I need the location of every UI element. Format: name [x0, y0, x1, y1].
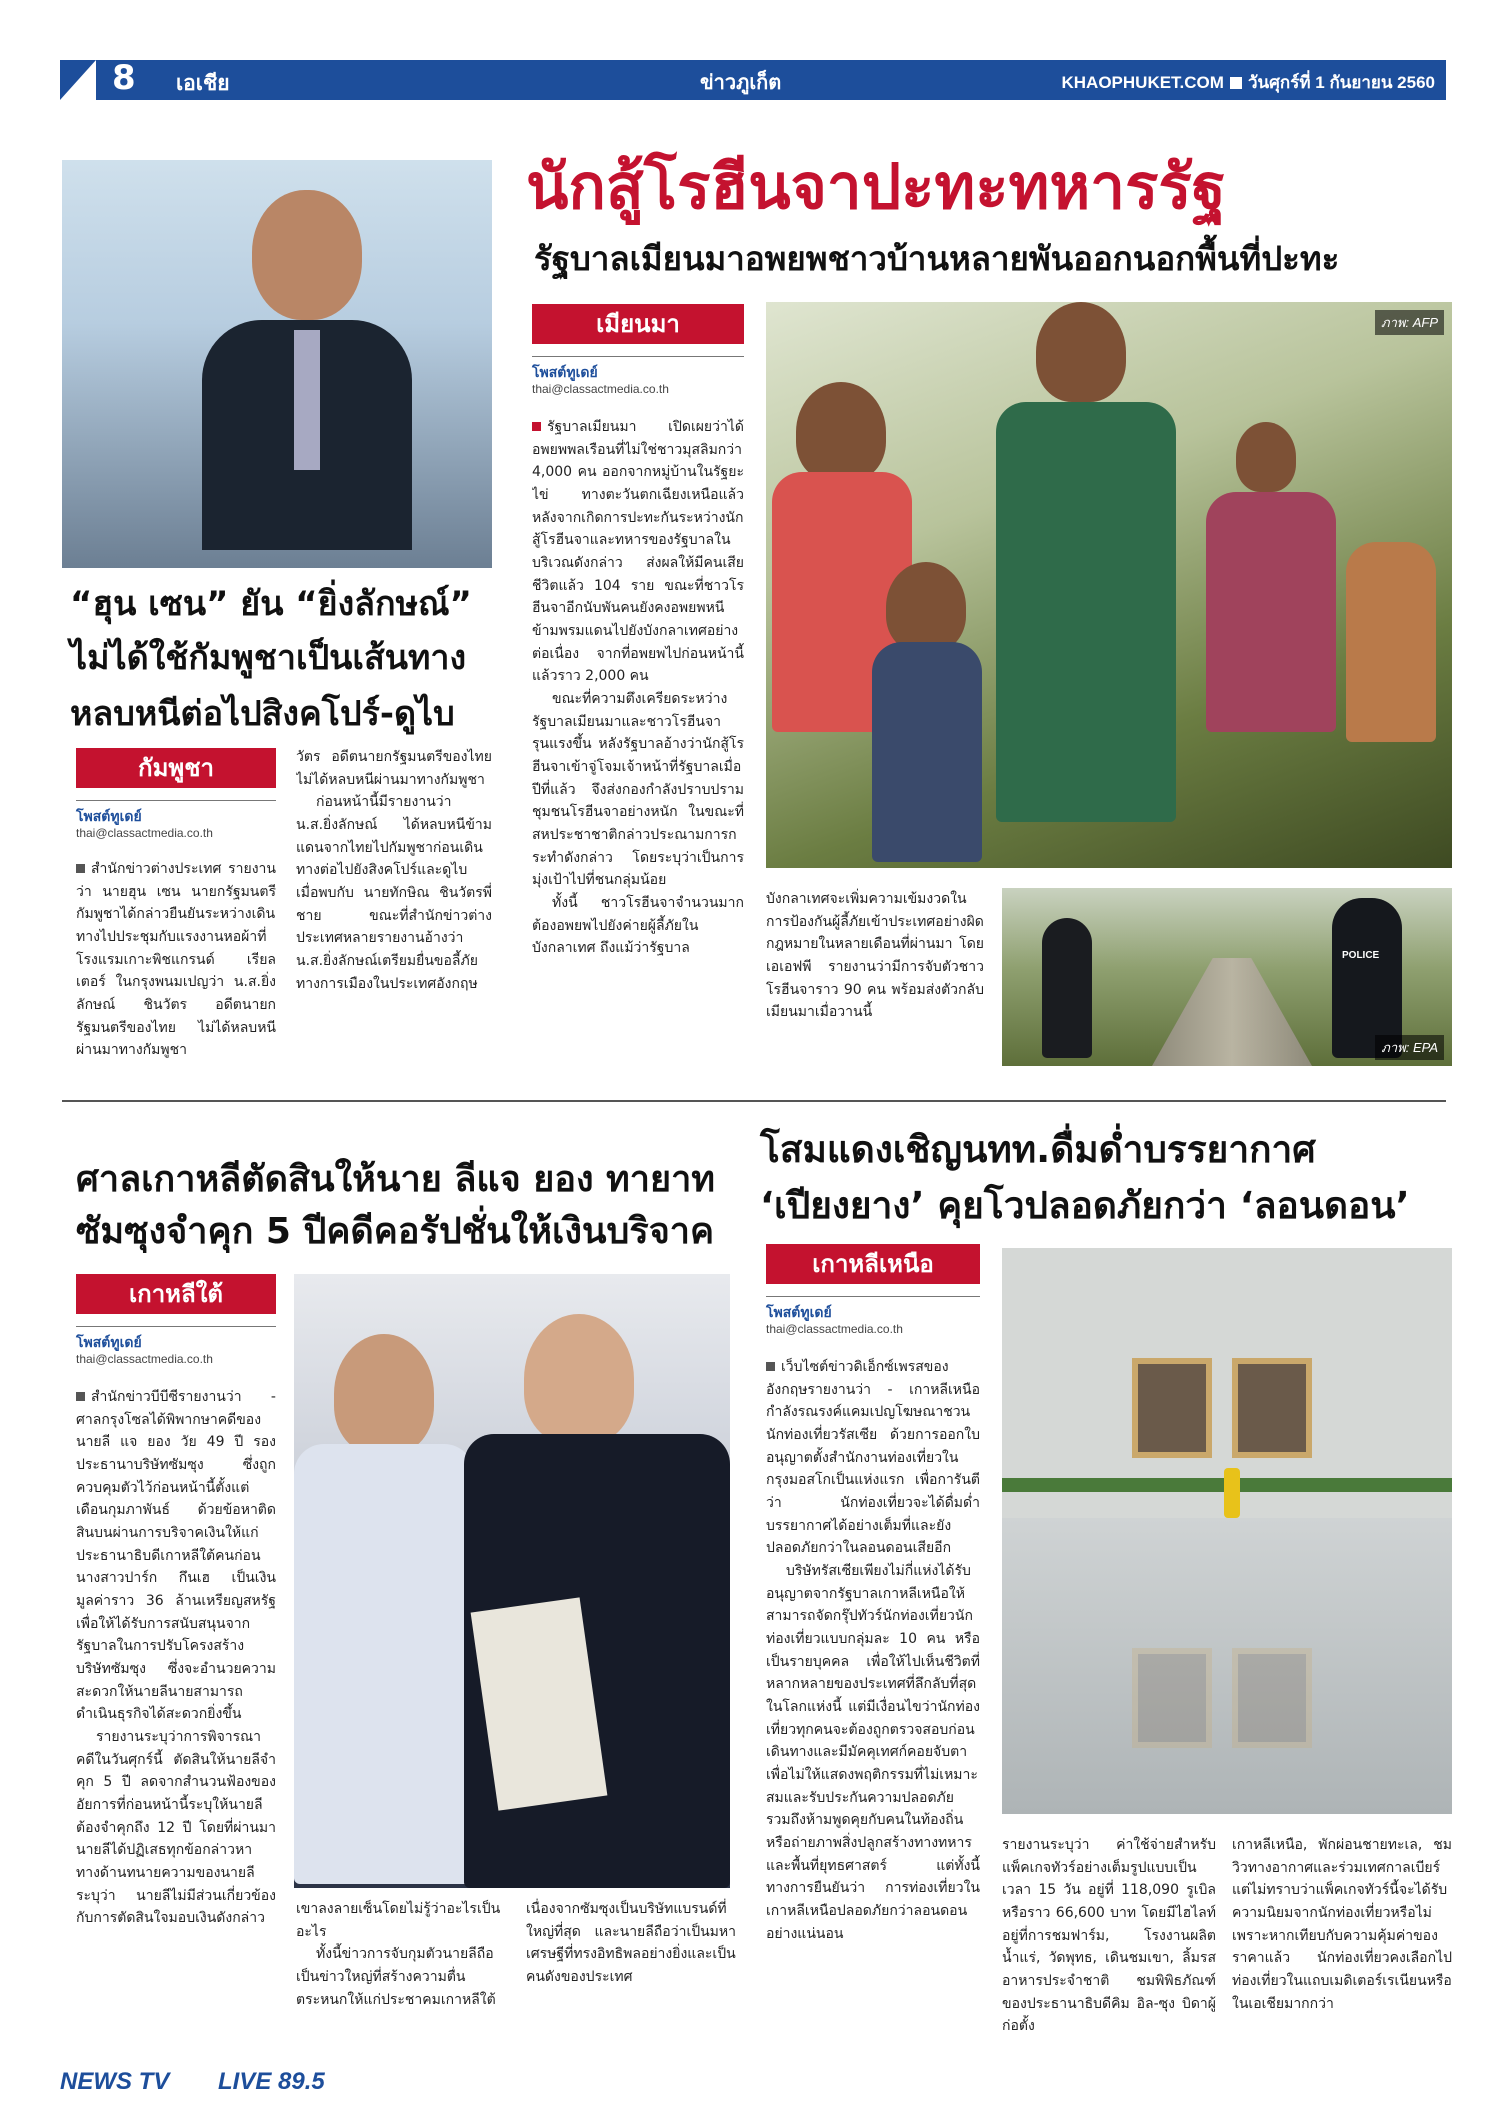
- section-label-south-korea: เกาหลีใต้: [76, 1274, 276, 1314]
- square-icon: [1230, 77, 1242, 89]
- site-link[interactable]: KHAOPHUKET.COM: [1061, 73, 1224, 92]
- rohingya-byline: โพสต์ทูเดย์: [532, 365, 598, 381]
- rohingya-refugees-photo: [766, 302, 1452, 868]
- photo-credit-afp: ภาพ: AFP: [1375, 310, 1444, 335]
- hun-sen-photo: [62, 160, 492, 568]
- hun-sen-headline-3: หลบหนีต่อไปสิงคโปร์-ดูไบ: [70, 694, 455, 734]
- section-name: เอเชีย: [176, 71, 230, 95]
- bullet-icon: [76, 864, 85, 873]
- section-divider: [62, 1100, 1446, 1102]
- bullet-icon: [532, 422, 541, 431]
- police-vest-text: POLICE: [1342, 950, 1380, 961]
- samsung-email[interactable]: thai@classactmedia.co.th: [76, 1352, 213, 1366]
- news-tv-logo: NEWS TV: [60, 2068, 170, 2095]
- samsung-byline: โพสต์ทูเดย์: [76, 1335, 142, 1351]
- newspaper-logo: ข่าวภูเก็ต: [700, 70, 782, 94]
- bullet-icon: [766, 1362, 775, 1371]
- samsung-headline-1: ศาลเกาหลีตัดสินให้นาย ลีแจ ยอง ทายาท: [76, 1159, 716, 1200]
- police-patrol-photo: [1002, 888, 1452, 1066]
- hun-sen-body-col2: วัตร อดีตนายกรัฐมนตรีของไทย ไม่ได้หลบหนีผ่านมาทางกัมพูชา ก่อนหน้านี้มีรายงานว่า น.ส.ยิ่งลักษณ์ ได้หลบหนีข้ามแดนจากไทยไปกัมพูชาก่อนเดินทางต่อไปยังสิงคโปร์และดูไบ เมื่อพบกับ นายทักษิณ ชินวัตรพี่ชาย ขณะที่สำนักข่าวต่างประเทศหลายรายงานอ้างว่า น.ส.ยิ่งลักษณ์เตรียมยื่นขอลี้ภัยทางการเมืองในประเทศอังกฤษ: [296, 749, 492, 992]
- samsung-body-col3: เนื่องจากซัมซุงเป็นบริษัทแบรนด์ที่ใหญ่ที่สุด และนายลีถือว่าเป็นมหาเศรษฐีที่ทรงอิทธิพลอย่างยิ่งและเป็นคนดังของประเทศ: [526, 1901, 736, 1986]
- samsung-body-col2: เขาลงลายเซ็นโดยไม่รู้ว่าอะไรเป็นอะไร ทั้งนี้ข่าวการจับกุมตัวนายลีถือเป็นข่าวใหญ่ที่สร้างความตื่นตระหนกให้แก่ประชาคมเกาหลีใต้: [296, 1901, 501, 2008]
- hun-sen-email[interactable]: thai@classactmedia.co.th: [76, 826, 213, 840]
- byline-rule: [766, 1296, 980, 1297]
- north-korea-body-col1: เว็บไซต์ข่าวดิเอ็กซ์เพรสของอังกฤษรายงานว่า - เกาหลีเหนือกำลังรณรงค์แคมเปญโฆษณาชวนนักท่องเที่ยวรัสเซีย ด้วยการออกใบอนุญาตตั้งสำนักงานท่องเที่ยวในกรุงมอสโกเป็นแห่งแรก เพื่อการันตีว่า นักท่องเที่ยวจะได้ดื่มด่ำบรรยากาศได้อย่างเต็มที่และยังปลอดภัยกว่าในลอนดอนเสียอีก บริษัทรัสเซียเพียงไม่กี่แห่งได้รับอนุญาตจากรัฐบาลเกาหลีเหนือให้สามารถจัดกรุ๊ปทัวร์นักท่องเที่ยวนักท่องเที่ยวแบบกลุ่มละ 10 คน หรือเป็นรายบุคคล เพื่อให้ไปเห็นชีวิตที่หลากหลายของประเทศที่ลึกลับที่สุดในโลกแห่งนี้ แต่มีเงื่อนไขว่านักท่องเที่ยวทุกคนจะต้องถูกตรวจสอบก่อนเดินทางและมีมัคคุเทศก์คอยจับตาเพื่อไม่ให้แสดงพฤติกรรมที่ไม่เหมาะสมและรับประกันความปลอดภัย รวมถึงห้ามพูดคุยกับคนในท้องถิ่น หรือถ่ายภาพสิ่งปลูกสร้างทางทหารและพื้นที่ยุทธศาสตร์ แต่ทั้งนี้ทางการยืนยันว่า การท่องเที่ยวในเกาหลีเหนือปลอดภัยกว่าลอนดอนอย่างแน่นอน: [766, 1359, 980, 1942]
- rohingya-email[interactable]: thai@classactmedia.co.th: [532, 382, 669, 396]
- hun-sen-headline-1: “ฮุน เซน” ยัน “ยิ่งลักษณ์”: [70, 584, 472, 624]
- samsung-body-col1: สำนักข่าวบีบีซีรายงานว่า - ศาลกรุงโซลได้พิพากษาคดีของนายลี แจ ยอง วัย 49 ปี รองประธานาบริษัทซัมซุง ซึ่งถูกควบคุมตัวไว้ก่อนหน้านี้ตั้งแต่เดือนกุมภาพันธ์ ด้วยข้อหาติดสินบนผ่านการบริจาคเงินให้แก่ประธานาธิบดีเกาหลีใต้คนก่อน นางสาวปาร์ก กึนเฮ เป็นเงินมูลค่าราว 36 ล้านเหรียญสหรัฐ เพื่อให้ได้รับการสนับสนุนจากรัฐบาลในการปรับโครงสร้างบริษัทซัมซุง ซึ่งจะอำนวยความสะดวกให้นายลีนายสามารถดำเนินธุรกิจได้สะดวกยิ่งขึ้น รายงานระบุว่าการพิจารณาคดีในวันศุกร์นี้ ตัดสินให้นายลีจำคุก 5 ปี ลดจากสำนวนฟ้องของอัยการที่ก่อนหน้านี้ระบุให้นายลีต้องจำคุกถึง 12 ปี โดยที่ผ่านมานายลีได้ปฏิเสธทุกข้อกล่าวหา ทางด้านทนายความของนายลีระบุว่า นายลีไม่มีส่วนเกี่ยวข้องกับการตัดสินใจมอบเงินดังกล่าว: [76, 1389, 276, 1927]
- live-radio-logo: LIVE 89.5: [218, 2068, 325, 2095]
- issue-date: วันศุกร์ที่ 1 กันยายน 2560: [1247, 73, 1435, 92]
- rohingya-body-col2: บังกลาเทศจะเพิ่มความเข้มงวดในการป้องกันผู้ลี้ภัยเข้าประเทศอย่างผิดกฎหมายในหลายเดือนที่ผ่านมา โดยเอเอฟพี รายงานว่ามีการจับตัวชาวโรฮีนจาราว 90 คน พร้อมส่งตัวกลับเมียนมาเมื่อวานนี้: [766, 891, 984, 1021]
- rohingya-body-col1: รัฐบาลเมียนมา เปิดเผยว่าได้อพยพพลเรือนที่ไม่ใช่ชาวมุสลิมกว่า 4,000 คน ออกจากหมู่บ้านในรัฐยะไข่ ทางตะวันตกเฉียงเหนือแล้ว หลังจากเกิดการปะทะกันระหว่างนักสู้โรฮีนจาและทหารของรัฐบาลในบริเวณดังกล่าว ส่งผลให้มีคนเสียชีวิตแล้ว 104 ราย ขณะที่ชาวโรฮีนจาอีกนับพันคนยังคงอพยพหนีข้ามพรมแดนไปยังบังกลาเทศอย่างต่อเนื่อง จากที่อพยพไปก่อนหน้านี้แล้วราว 2,000 คน ขณะที่ความตึงเครียดระหว่างรัฐบาลเมียนมาและชาวโรฮีนจารุนแรงขึ้น หลังรัฐบาลอ้างว่านักสู้โรฮีนจาเข้าจู่โจมเจ้าหน้าที่รัฐบาลเมื่อปีที่แล้ว จึงส่งกองกำลังปราบปรามชุมชนโรฮีนจาอย่างหนัก ในขณะที่สหประชาชาติกล่าวประณามการกระทำดังกล่าว โดยระบุว่าเป็นการมุ่งเป้าไปที่ชนกลุ่มน้อย ทั้งนี้ ชาวโรฮีนจาจำนวนมากต้องอพยพไปยังค่ายผู้ลี้ภัยในบังกลาเทศ ถึงแม้ว่ารัฐบาล: [532, 419, 744, 957]
- north-korea-email[interactable]: thai@classactmedia.co.th: [766, 1322, 903, 1336]
- rohingya-headline: นักสู้โรฮีนจาปะทะทหารรัฐ: [526, 150, 1226, 223]
- page-number: 8: [112, 58, 136, 98]
- north-korea-headline-2: ‘เปียงยาง’ คุยโวปลอดภัยกว่า ‘ลอนดอน’: [760, 1184, 1410, 1227]
- section-label-north-korea: เกาหลีเหนือ: [766, 1244, 980, 1284]
- photo-credit-epa: ภาพ: EPA: [1375, 1035, 1444, 1060]
- pyongyang-square-photo: [1002, 1248, 1452, 1814]
- hun-sen-body-col1: สำนักข่าวต่างประเทศ รายงานว่า นายฮุน เซน นายกรัฐมนตรีกัมพูชาได้กล่าวยืนยันระหว่างเดินทางไปประชุมกับแรงงานหอผ้าที่โรงแรมเกาะพิชแกรนด์ เรียลเตอร์ ในกรุงพนมเปญว่า น.ส.ยิ่งลักษณ์ ชินวัตร อดีตนายกรัฐมนตรีของไทย ไม่ได้หลบหนีผ่านมาทางกัมพูชา: [76, 861, 276, 1059]
- byline-rule: [76, 1326, 276, 1327]
- hun-sen-headline-2: ไม่ได้ใช้กัมพูชาเป็นเส้นทาง: [70, 638, 467, 678]
- section-label-cambodia: กัมพูชา: [76, 748, 276, 788]
- rohingya-subhead: รัฐบาลเมียนมาอพยพชาวบ้านหลายพันออกนอกพื้นที่ปะทะ: [534, 239, 1340, 278]
- hun-sen-byline: โพสต์ทูเดย์: [76, 809, 142, 825]
- north-korea-byline: โพสต์ทูเดย์: [766, 1305, 832, 1321]
- north-korea-headline-1: โสมแดงเชิญนทท.ดื่มด่ำบรรยากาศ: [760, 1128, 1316, 1171]
- north-korea-body-col2: รายงานระบุว่า ค่าใช้จ่ายสำหรับแพ็คเกจทัวร์อย่างเต็มรูปแบบเป็นเวลา 15 วัน อยู่ที่ 118,090 รูเบิล หรือราว 66,600 บาท โดยมีไฮไลท์อยู่ที่การชมฟาร์ม, โรงงานผลิตน้ำแร่, วัดพุทธ, เดินชมเขา, ลิ้มรสอาหารประจำชาติ ชมพิพิธภัณฑ์ของประธานาธิบดีคิม อิล-ซุง บิดาผู้ก่อตั้ง: [1002, 1837, 1216, 2035]
- header-corner-mark: [60, 60, 96, 100]
- bullet-icon: [76, 1392, 85, 1401]
- byline-rule: [532, 356, 744, 357]
- byline-rule: [76, 800, 276, 801]
- header-site-date: [1062, 69, 1436, 96]
- north-korea-body-col3: เกาหลีเหนือ, พักผ่อนชายทะเล, ชมวิวทางอากาศและร่วมเทศกาลเบียร์ แต่ไม่ทราบว่าแพ็คเกจทัวร์นี้จะได้รับความนิยมจากนักท่องเที่ยวหรือไม่เพราะหากเทียบกับความคุ้มค่าของราคาแล้ว นักท่องเที่ยวคงเลือกไปท่องเที่ยวในแถบเมดิเตอร์เรเนียนหรือในเอเชียมากกว่า: [1232, 1837, 1452, 2012]
- samsung-headline-2: ซัมซุงจำคุก 5 ปีคดีคอรัปชั่นให้เงินบริจาค: [76, 1211, 715, 1252]
- lee-jae-yong-photo: [294, 1274, 730, 1888]
- section-label-myanmar: เมียนมา: [532, 304, 744, 344]
